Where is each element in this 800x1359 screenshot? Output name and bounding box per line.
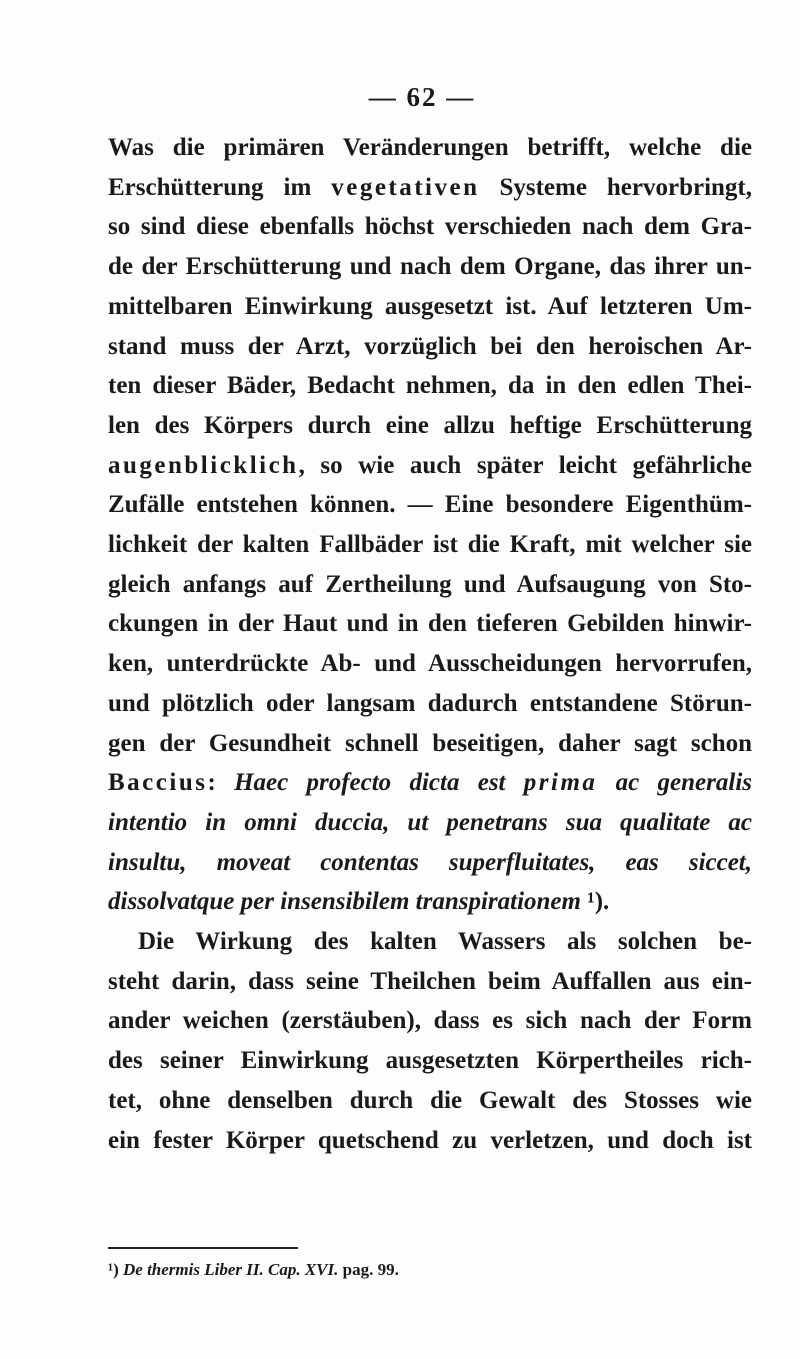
text-line bbox=[108, 882, 752, 922]
latin-quote-line: insultu, moveat contentas superfluitates, eas siccet, bbox=[108, 848, 752, 876]
emphasized-word: vegetativen bbox=[331, 173, 480, 201]
page-number: — 62 — bbox=[368, 82, 476, 112]
text-line: ken, unterdrückte Ab- und Ausscheidungen hervorrufen, bbox=[108, 650, 752, 678]
text-line: ten dieser Bäder, Bedacht nehmen, da in den edlen Thei- bbox=[108, 372, 752, 400]
text-line: so sind diese ebenfalls höchst verschieden nach dem Gra- bbox=[108, 213, 752, 241]
text-segment: Systeme hervorbringt, bbox=[479, 173, 752, 201]
text-line: des seiner Einwirkung ausgesetzten Körpertheiles rich- bbox=[108, 1047, 752, 1075]
text-line: tet, ohne denselben durch die Gewalt des Stosses wie bbox=[108, 1086, 752, 1114]
footnote-reference: ¹). bbox=[580, 888, 610, 916]
text-line: ckungen in der Haut und in den tieferen Gebilden hinwir- bbox=[108, 610, 752, 638]
latin-quote-line: intentio in omni duccia, ut penetrans sua qualitate ac bbox=[108, 808, 752, 836]
author-name: Baccius bbox=[108, 769, 208, 797]
footnote bbox=[108, 1260, 399, 1280]
latin-quote: Haec profecto dicta est bbox=[234, 769, 524, 797]
text-line: gen der Gesundheit schnell beseitigen, daher sagt schon bbox=[108, 729, 752, 757]
text-line: steht darin, dass seine Theilchen beim Auffallen aus ein- bbox=[108, 967, 752, 995]
text-line: len des Körpers durch eine allzu heftige Erschütterung bbox=[108, 411, 752, 439]
paragraph-start-line: Die Wirkung des kalten Wassers als solchen be- bbox=[138, 928, 752, 956]
footnote-divider bbox=[108, 1247, 298, 1249]
text-line: ander weichen (zerstäuben), dass es sich nach der Form bbox=[108, 1007, 752, 1035]
text-line: lichkeit der kalten Fallbäder ist die Kraft, mit welcher sie bbox=[108, 531, 752, 559]
footnote-page: pag. 99. bbox=[338, 1260, 399, 1279]
text-line bbox=[108, 446, 752, 486]
text-line: und plötzlich oder langsam dadurch entstandene Störun- bbox=[108, 689, 752, 717]
latin-quote: dissolvatque per insensibilem transpirationem bbox=[108, 888, 581, 916]
text-segment: Erschütterung im bbox=[108, 173, 332, 201]
text-line: gleich anfangs auf Zertheilung und Aufsaugung von Sto- bbox=[108, 570, 752, 598]
latin-quote: ac generalis bbox=[597, 769, 753, 797]
text-line: stand muss der Arzt, vorzüglich bei den heroischen Ar- bbox=[108, 332, 752, 360]
text-segment: : bbox=[207, 769, 235, 797]
text-line: ein fester Körper quetschend zu verletzen, und doch ist bbox=[108, 1126, 752, 1154]
footnote-marker: ¹) bbox=[108, 1260, 124, 1279]
emphasized-word: augenblicklich bbox=[108, 451, 299, 479]
text-line bbox=[108, 168, 752, 208]
text-segment: , so wie auch später leicht gefährliche bbox=[298, 451, 752, 479]
latin-quote-emphasis: prima bbox=[523, 769, 598, 797]
text-line: mittelbaren Einwirkung ausgesetzt ist. Auf letzteren Um- bbox=[108, 292, 752, 320]
text-line: de der Erschütterung und nach dem Organe, das ihrer un- bbox=[108, 253, 752, 281]
text-line bbox=[108, 763, 752, 803]
body-text bbox=[108, 128, 752, 1160]
footnote-title: De thermis Liber II. Cap. XVI. bbox=[123, 1260, 339, 1279]
text-line: Was die primären Veränderungen betrifft, welche die bbox=[108, 134, 752, 161]
text-line: Zufälle entstehen können. — Eine besondere Eigenthüm- bbox=[108, 491, 752, 519]
